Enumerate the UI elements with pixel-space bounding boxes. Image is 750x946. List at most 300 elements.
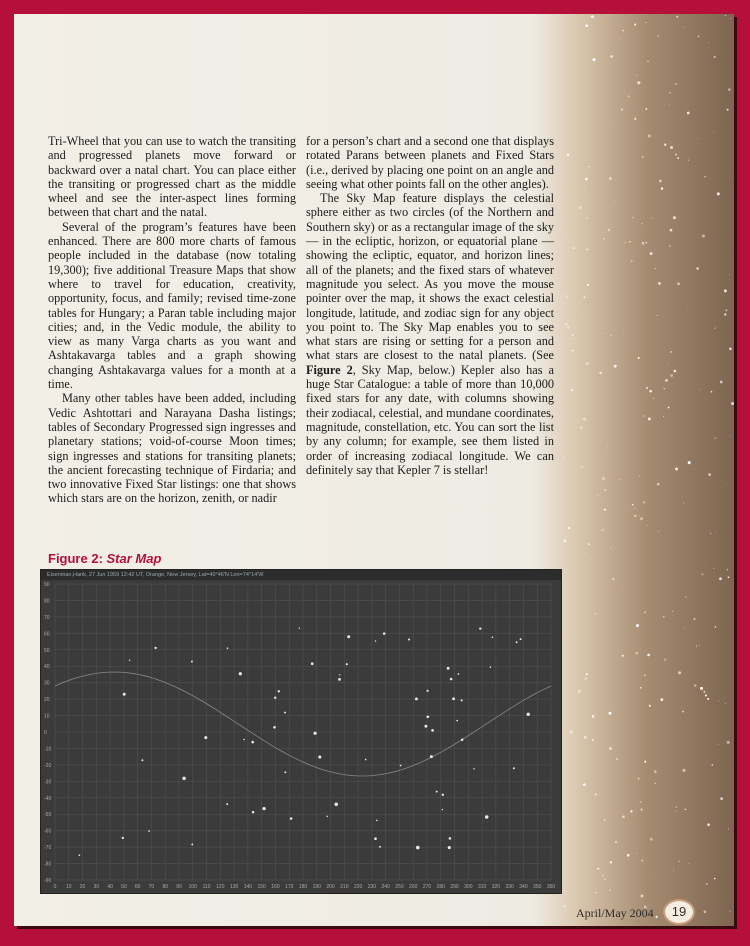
paragraph: Many other tables have been added, including Vedic Ashtottari and Narayana Dasha listings; tables of Secondary Progressed sign ingresses and planetary stations; void-of-course Moon times; sign ingresses and stations for transiting planets; the ancient forecasting technique of Firdaria; and two innovative Fixed Star listings: one that shows which stars are on the horizon, zenith, or nadir	[48, 391, 296, 506]
background-star	[674, 370, 677, 373]
map-star	[311, 662, 314, 665]
background-star	[684, 628, 685, 629]
background-star	[578, 690, 581, 693]
background-star	[622, 655, 624, 657]
background-star	[647, 61, 648, 62]
background-star	[663, 616, 665, 618]
x-tick-label: 60	[134, 884, 141, 890]
x-tick-label: 170	[285, 884, 294, 890]
map-star	[461, 699, 463, 701]
background-star	[670, 351, 671, 352]
background-star	[687, 305, 688, 306]
background-star	[707, 698, 709, 700]
x-tick-label: 310	[477, 884, 487, 890]
background-star	[669, 245, 671, 247]
background-star	[696, 645, 697, 646]
background-star	[614, 201, 615, 202]
background-star	[729, 274, 730, 275]
background-star	[629, 241, 630, 242]
background-star	[606, 702, 607, 703]
background-star	[604, 509, 606, 511]
background-star	[583, 418, 586, 421]
background-star	[673, 870, 674, 871]
magazine-page	[14, 14, 734, 926]
background-star	[688, 160, 689, 161]
background-star	[714, 878, 716, 880]
background-star	[604, 879, 605, 880]
background-star	[664, 388, 665, 389]
map-star	[408, 638, 410, 640]
background-star	[678, 671, 681, 674]
map-star	[226, 803, 228, 805]
background-star	[634, 507, 635, 508]
background-star	[634, 515, 636, 517]
background-star	[614, 365, 617, 368]
background-star	[610, 55, 613, 58]
background-star	[616, 758, 618, 760]
x-tick-label: 360	[546, 884, 556, 890]
background-star	[658, 35, 659, 36]
background-star	[583, 187, 584, 188]
map-star	[461, 739, 464, 742]
background-star	[638, 778, 640, 780]
map-star	[415, 697, 418, 700]
background-star	[704, 911, 707, 914]
map-star	[278, 690, 280, 692]
background-star	[639, 515, 640, 516]
background-star	[623, 333, 624, 334]
y-tick-label: 40	[44, 664, 50, 671]
y-tick-label: 70	[44, 614, 50, 621]
x-tick-label: 180	[298, 884, 308, 890]
figure-caption	[48, 551, 161, 566]
map-star	[227, 647, 229, 649]
background-star	[675, 811, 676, 812]
x-tick-label: 30	[93, 884, 100, 890]
map-star	[141, 759, 143, 761]
x-tick-label: 160	[271, 884, 280, 890]
background-star	[580, 426, 583, 429]
background-star	[615, 841, 617, 843]
map-star	[513, 767, 515, 769]
background-star	[586, 248, 588, 250]
background-star	[675, 83, 677, 85]
map-star	[492, 637, 494, 639]
background-star	[595, 613, 596, 614]
background-star	[706, 883, 708, 885]
y-tick-label: 0	[44, 730, 47, 736]
background-star	[613, 126, 614, 127]
background-star	[699, 645, 700, 646]
background-star	[585, 24, 588, 27]
background-star	[713, 568, 714, 569]
y-tick-label: 60	[44, 631, 50, 638]
background-star	[638, 357, 640, 359]
background-star	[625, 242, 626, 243]
background-star	[614, 924, 615, 925]
x-tick-label: 250	[395, 884, 404, 890]
x-tick-label: 200	[326, 884, 335, 890]
background-star	[669, 92, 671, 94]
star-map-figure	[40, 569, 562, 894]
background-star	[604, 819, 606, 821]
map-star	[182, 777, 185, 780]
map-star	[436, 791, 438, 793]
background-star	[658, 531, 659, 532]
background-star	[708, 473, 711, 476]
background-star	[602, 477, 605, 480]
x-tick-label: 150	[257, 884, 266, 890]
background-star	[606, 454, 607, 455]
background-star	[564, 539, 567, 542]
paragraph	[306, 191, 554, 477]
background-star	[564, 905, 566, 907]
background-star	[725, 15, 726, 16]
background-star	[682, 769, 685, 772]
background-star	[609, 747, 612, 750]
background-star	[595, 892, 596, 893]
background-star	[609, 889, 611, 891]
star-map-plot	[41, 580, 561, 893]
background-star	[642, 156, 644, 158]
background-star	[656, 315, 657, 316]
background-star	[619, 479, 620, 480]
background-star	[703, 691, 705, 693]
map-star	[456, 720, 458, 722]
background-star	[622, 589, 623, 590]
background-star	[729, 910, 730, 911]
background-star	[634, 23, 636, 25]
background-star	[726, 309, 728, 311]
background-star	[657, 483, 660, 486]
map-star	[290, 817, 293, 820]
background-star	[653, 874, 654, 875]
background-star	[610, 861, 612, 863]
background-star	[632, 504, 634, 506]
background-star	[707, 823, 710, 826]
background-star	[567, 324, 568, 325]
map-star	[339, 674, 340, 675]
background-star	[640, 687, 641, 688]
background-star	[718, 700, 719, 701]
x-tick-label: 40	[107, 884, 113, 890]
map-star	[485, 815, 489, 819]
background-star	[718, 744, 719, 745]
x-tick-label: 230	[367, 884, 377, 890]
background-star	[622, 816, 625, 819]
x-tick-label: 210	[340, 884, 349, 890]
x-tick-label: 280	[436, 884, 445, 890]
y-tick-label: 50	[44, 647, 50, 654]
background-star	[676, 16, 678, 18]
background-star	[719, 577, 722, 580]
background-star	[704, 176, 706, 178]
background-star	[584, 677, 587, 680]
background-star	[687, 112, 690, 115]
background-star	[566, 237, 567, 238]
background-star	[675, 467, 678, 470]
map-star	[122, 837, 124, 839]
background-star	[645, 392, 646, 393]
map-star	[520, 638, 522, 640]
background-star	[608, 229, 611, 232]
y-tick-label: -70	[44, 845, 52, 852]
background-star	[636, 853, 637, 854]
background-star	[716, 532, 717, 533]
background-star	[652, 217, 653, 218]
background-star	[587, 284, 589, 286]
background-star	[567, 327, 569, 329]
figure-reference: Figure 2	[306, 362, 353, 377]
background-star	[650, 252, 653, 255]
y-tick-label: -30	[44, 779, 52, 786]
background-star	[646, 387, 648, 389]
map-star	[527, 713, 530, 716]
background-star	[711, 391, 713, 393]
y-tick-label: 10	[44, 713, 50, 720]
background-star	[727, 569, 728, 570]
map-star	[431, 729, 434, 732]
background-star	[583, 313, 584, 314]
map-star	[442, 794, 444, 796]
map-star	[516, 641, 518, 643]
background-star	[694, 684, 696, 686]
x-tick-label: 90	[176, 884, 182, 890]
background-star	[727, 741, 730, 744]
map-star	[239, 672, 242, 675]
background-star	[669, 104, 670, 105]
x-tick-label: 290	[450, 884, 459, 890]
x-tick-label: 320	[491, 884, 501, 890]
background-star	[688, 863, 689, 864]
x-tick-label: 80	[162, 884, 169, 890]
background-star	[685, 596, 686, 597]
background-star	[602, 875, 604, 877]
map-star	[251, 741, 254, 744]
background-star	[715, 626, 717, 628]
x-tick-label: 110	[202, 884, 211, 890]
background-star	[668, 407, 670, 409]
background-star	[601, 529, 603, 531]
background-star	[663, 416, 664, 417]
map-star	[424, 725, 427, 728]
background-star	[731, 402, 734, 405]
paragraph: Several of the program’s features have been enhanced. There are 800 more charts of famous people included in the database (now totaling 19,300); five additional Treasure Maps that show where to travel for education, creativity, opportunity, focus, and family; revised time-zone tables for Hungary; a Paran table including major cities; and, in the Vedic module, the ability to view as many Varga charts as you want and Ashtakavarga tables and a graph showing changing Ashtakavarga values for a month at a time.	[48, 219, 296, 392]
background-star	[644, 675, 645, 676]
background-star	[705, 694, 707, 696]
background-star	[595, 793, 597, 795]
background-star	[682, 711, 684, 713]
x-tick-label: 270	[422, 884, 432, 890]
background-star	[675, 153, 677, 155]
y-tick-label: -60	[44, 828, 52, 835]
background-star	[566, 295, 568, 297]
issue-date: April/May 2004	[576, 906, 654, 920]
background-star	[700, 389, 701, 390]
background-star	[725, 703, 726, 704]
map-star	[326, 816, 327, 817]
background-star	[728, 576, 730, 578]
background-star	[607, 446, 608, 447]
map-star	[346, 663, 348, 665]
background-star	[708, 42, 709, 43]
map-star	[318, 755, 321, 758]
background-star	[612, 578, 614, 580]
background-star	[713, 56, 715, 58]
y-tick-label: 30	[44, 680, 50, 687]
background-star	[661, 187, 663, 189]
background-star	[637, 81, 640, 84]
map-star	[376, 820, 378, 822]
background-star	[640, 801, 642, 803]
background-star	[644, 761, 646, 763]
map-star	[148, 830, 150, 832]
background-star	[698, 35, 700, 37]
background-star	[641, 808, 643, 810]
background-star	[640, 895, 643, 898]
background-star	[644, 611, 646, 613]
page-number: 19	[663, 899, 695, 925]
background-star	[717, 192, 720, 195]
background-star	[583, 783, 586, 786]
background-star	[684, 809, 686, 811]
background-star	[675, 21, 676, 22]
map-star	[334, 803, 338, 807]
map-star	[473, 768, 474, 769]
figure-title: Star Map	[106, 551, 162, 566]
background-star	[643, 415, 645, 417]
background-star	[659, 180, 662, 183]
background-star	[639, 475, 640, 476]
background-star	[728, 828, 729, 829]
background-star	[595, 291, 596, 292]
map-star	[129, 660, 130, 661]
background-star	[573, 247, 575, 249]
background-star	[641, 859, 643, 861]
background-star	[653, 398, 654, 399]
background-star	[572, 334, 574, 336]
map-star	[375, 640, 376, 641]
background-star	[590, 559, 591, 560]
background-star	[700, 687, 703, 690]
background-star	[603, 238, 605, 240]
x-tick-label: 350	[533, 884, 542, 890]
background-star	[649, 390, 652, 393]
background-star	[591, 15, 594, 18]
y-tick-label: -40	[44, 795, 52, 802]
background-star	[729, 348, 731, 350]
background-star	[584, 296, 586, 298]
paragraph-text: , Sky Map, below.) Kepler also has a huge Star Catalogue: a table of more than 10,000 fixed stars for any date, with columns showing their zodiacal, celestial, and mundane coordinates, magnitude, constellation, etc. You can sort the list by any column; for example, see them listed in order of increasing zodiacal longitude. We can definitely say that Kepler 7 is stellar!	[306, 362, 554, 477]
map-star	[338, 678, 341, 681]
map-star	[430, 755, 433, 758]
background-star	[585, 178, 588, 181]
map-star	[313, 732, 316, 735]
x-tick-label: 70	[148, 884, 155, 890]
map-star	[365, 759, 367, 761]
background-star	[730, 435, 731, 436]
background-star	[683, 27, 684, 28]
background-star	[688, 461, 691, 464]
map-star	[123, 693, 126, 696]
background-star	[642, 242, 645, 245]
paragraph-text: The Sky Map feature displays the celestial sphere either as two circles (of the Northern and Southern sky) or as a rectangular image of the sky — in the ecliptic, horizon, or equatorial plane — showing the ecliptic, equator, and horizon lines; all of the planets; and the fixed stars of whatever magnitude you select. As you move the mouse pointer over the map, it shows the exact celestial longitude, latitude, and zodiac sign for any object you point to. The Sky Map enables you to see what stars are rising or setting for a person and what stars are closest to the natal planets. (See	[306, 191, 554, 363]
map-star	[449, 837, 452, 840]
background-star	[636, 624, 639, 627]
background-star	[609, 886, 610, 887]
map-star	[426, 690, 428, 692]
background-star	[673, 216, 676, 219]
background-star	[677, 282, 680, 285]
x-tick-label: 50	[121, 884, 127, 890]
background-star	[565, 323, 567, 325]
background-star	[676, 806, 677, 807]
background-star	[643, 501, 645, 503]
x-tick-label: 0	[53, 884, 57, 890]
x-tick-label: 300	[464, 884, 473, 890]
background-star	[701, 573, 703, 575]
background-star	[679, 861, 680, 862]
map-star	[458, 673, 460, 675]
background-star	[648, 417, 651, 420]
background-star	[592, 715, 595, 718]
background-star	[599, 372, 601, 374]
map-star	[299, 628, 300, 629]
background-star	[702, 234, 705, 237]
background-star	[576, 113, 577, 114]
map-star	[416, 846, 420, 850]
map-star	[479, 627, 481, 629]
map-star	[448, 846, 451, 849]
plot-background	[41, 580, 561, 893]
map-star	[274, 697, 276, 699]
background-star	[698, 138, 699, 139]
background-star	[568, 527, 570, 529]
x-tick-label: 220	[353, 884, 363, 890]
y-tick-label: -80	[44, 861, 52, 868]
x-tick-label: 20	[79, 884, 86, 890]
background-star	[609, 177, 612, 180]
background-star	[650, 838, 653, 841]
background-star	[667, 364, 668, 365]
text-column-right	[306, 134, 554, 477]
background-star	[683, 503, 684, 504]
background-star	[631, 260, 633, 262]
paragraph: Tri-Wheel that you can use to watch the transiting and progressed planets move forward or backward over a natal chart. You can place either the transiting or progressed chart as the middle wheel and see the inter-aspect lines forming between that chart and the natal.	[48, 134, 296, 220]
star-map-header: Eisenman,Hank, 27 Jun 1959 12:42 UT, Orange, New Jersey, Lat=40°46'N Lon=74°14'W	[41, 570, 561, 580]
map-star	[490, 666, 492, 668]
background-star	[572, 350, 574, 352]
background-star	[601, 333, 602, 334]
background-star	[634, 118, 636, 120]
x-tick-label: 100	[188, 884, 197, 890]
background-star	[574, 338, 575, 339]
map-star	[154, 647, 156, 649]
map-star	[347, 635, 350, 638]
x-tick-label: 120	[216, 884, 225, 890]
background-star	[648, 134, 651, 137]
background-star	[654, 770, 657, 773]
map-star	[447, 667, 450, 670]
y-tick-label: -20	[44, 762, 52, 769]
background-star	[714, 328, 715, 329]
map-star	[452, 697, 455, 700]
background-star	[628, 96, 630, 98]
background-star	[670, 146, 673, 149]
background-star	[656, 916, 658, 918]
background-star	[636, 652, 639, 655]
background-star	[611, 547, 612, 548]
